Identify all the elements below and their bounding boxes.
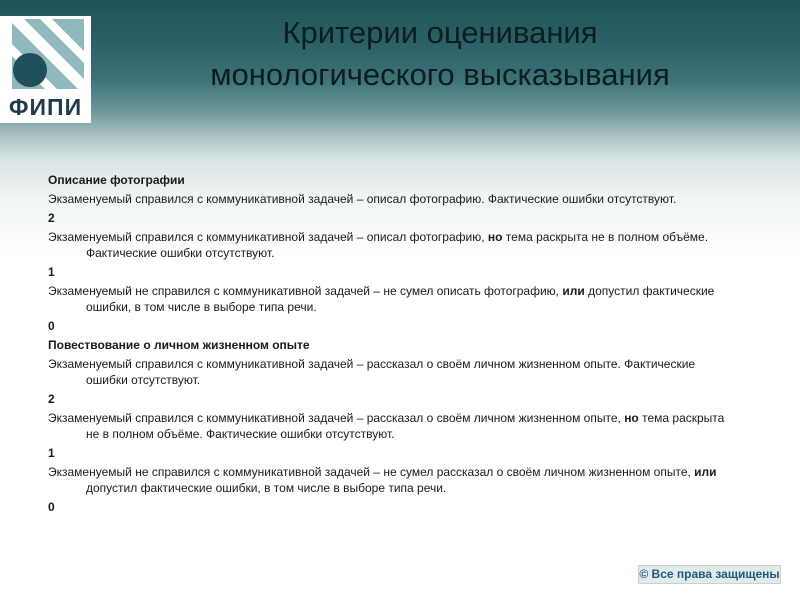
section-heading-experience: Повествование о личном жизненном опыте: [48, 338, 310, 352]
section-heading-photo: Описание фотографии: [48, 173, 185, 187]
title-line-2: монологического высказывания: [210, 57, 670, 92]
score-photo-0: 0: [48, 319, 55, 333]
criterion-experience-2: [48, 356, 728, 388]
page-title: [100, 12, 780, 96]
copyright-link[interactable]: © Все права защищены: [638, 565, 781, 584]
criterion-text: Экзаменуемый справился с коммуникативной задачей – описал фотографию,: [48, 230, 488, 244]
criterion-photo-1: [48, 229, 728, 261]
criterion-text-rest: допустил фактические ошибки, в том числе в выборе типа речи.: [86, 481, 447, 495]
score-photo-1: 1: [48, 265, 55, 279]
criteria-content: [48, 172, 728, 518]
fipi-logo: [0, 16, 91, 123]
fipi-logo-icon: [0, 16, 91, 96]
criterion-photo-2: [48, 191, 728, 207]
criterion-text: Экзаменуемый справился с коммуникативной задачей – рассказал о своём личном жизненном опыте. Фактические ошибки отсутствуют.: [48, 357, 696, 387]
criterion-text: Экзаменуемый не справился с коммуникативной задачей – не сумел рассказал о своём личном жизненном опыте,: [48, 465, 695, 479]
criterion-emphasis: или: [694, 465, 717, 479]
criterion-text: Экзаменуемый не справился с коммуникативной задачей – не сумел описать фотографию,: [48, 284, 563, 298]
title-line-1: Критерии оценивания: [282, 15, 598, 50]
criterion-text-rest: тема раскрыта не в полном объёме. Фактические ошибки отсутствуют.: [86, 411, 725, 441]
criterion-text: Экзаменуемый справился с коммуникативной задачей – рассказал о своём личном жизненном опыте,: [48, 411, 625, 425]
logo-text: ФИПИ: [8, 94, 83, 120]
criterion-experience-0: [48, 464, 728, 496]
score-experience-2: 2: [48, 392, 55, 406]
criterion-text: Экзаменуемый справился с коммуникативной задачей – описал фотографию. Фактические ошибки отсутствуют.: [48, 192, 677, 206]
criterion-emphasis: но: [624, 411, 639, 425]
criterion-emphasis: но: [487, 230, 503, 244]
criterion-photo-0: [48, 283, 728, 315]
score-experience-0: 0: [48, 500, 55, 514]
criterion-emphasis: или: [562, 284, 585, 298]
score-experience-1: 1: [48, 446, 55, 460]
criterion-text-rest: допустил фактические ошибки, в том числе в выборе типа речи.: [86, 284, 715, 314]
criterion-experience-1: [48, 410, 728, 442]
criterion-text-rest: тема раскрыта не в полном объёме. Фактические ошибки отсутствуют.: [86, 230, 709, 260]
score-photo-2: 2: [48, 211, 55, 225]
